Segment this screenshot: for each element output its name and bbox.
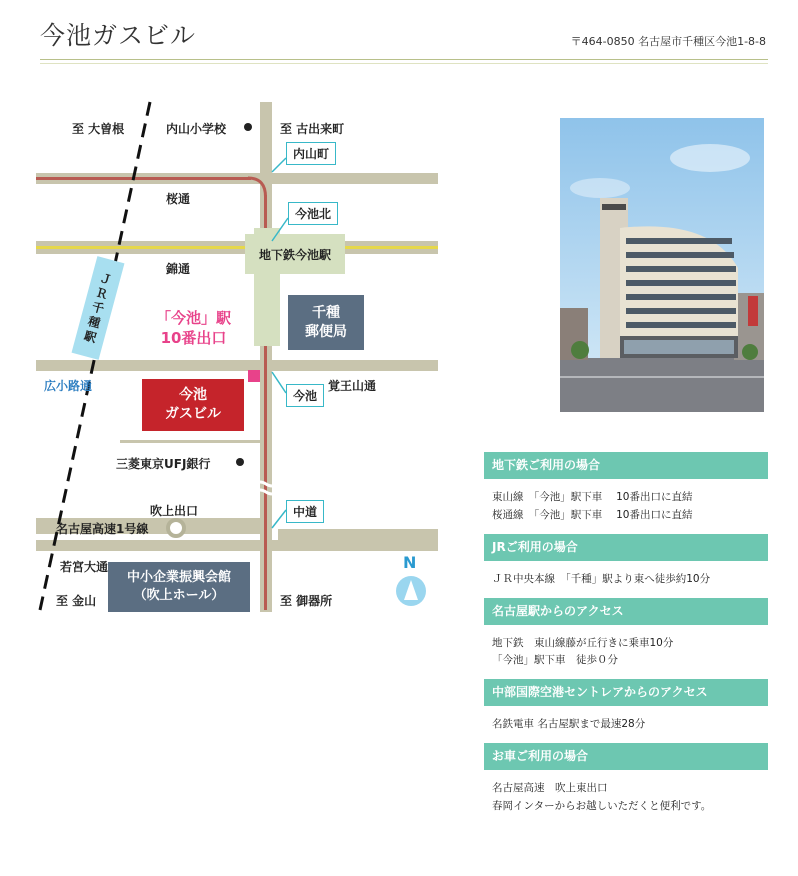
tag-imaike-kita: 今池北 <box>288 202 338 225</box>
access-heading: お車ご利用の場合 <box>484 743 768 770</box>
access-section-subway <box>484 452 768 534</box>
subway-imaike-station: 地下鉄今池駅 <box>245 234 345 274</box>
access-heading: 名古屋駅からのアクセス <box>484 598 768 625</box>
access-heading: 中部国際空港セントレアからのアクセス <box>484 679 768 706</box>
label-to-kanayama: 至 金山 <box>56 594 97 608</box>
access-line: 名鉄電車 名古屋駅まで最速28分 <box>492 718 646 731</box>
address: 〒464-0850 名古屋市千種区今池1-8-8 <box>570 35 766 48</box>
access-body <box>484 625 768 680</box>
access-body <box>484 561 768 598</box>
page-title: 今池ガスビル <box>40 21 197 50</box>
label-fukiage-exit: 吹上出口 <box>150 504 199 518</box>
tag-imaike: 今池 <box>286 384 324 407</box>
access-body <box>484 479 768 534</box>
access-section-jr <box>484 534 768 598</box>
access-section-car <box>484 743 768 825</box>
label-wakamiya: 若宮大通 <box>60 560 109 574</box>
exit-10-label: 「今池」駅 10番出口 <box>156 309 232 347</box>
access-map <box>0 0 480 640</box>
imaike-gas-building-marker: 今池 ガスビル <box>142 379 244 431</box>
fukiage-hall: 中小企業振興会館 （吹上ホール） <box>108 562 250 612</box>
access-heading: JRご利用の場合 <box>484 534 768 561</box>
chikusa-post-office: 千種 郵便局 <box>288 295 364 350</box>
tag-nakamichi: 中道 <box>286 500 324 523</box>
access-line: 「今池」駅下車 徒歩０分 <box>492 654 618 667</box>
label-sakuradori: 桜通 <box>166 192 191 206</box>
label-uchiyama-school: 内山小学校 <box>166 122 227 136</box>
access-info <box>484 452 768 825</box>
access-line: 桜通線 「今池」駅下車 10番出口に直結 <box>492 508 693 521</box>
label-to-ozone: 至 大曽根 <box>72 122 125 136</box>
label-nishikidori: 錦通 <box>166 262 191 276</box>
label-kakuozan: 覚王山通 <box>328 379 377 393</box>
label-hirokoji: 広小路通 <box>44 379 93 393</box>
access-body <box>484 706 768 743</box>
access-heading: 地下鉄ご利用の場合 <box>484 452 768 479</box>
label-mufg-bank: 三菱東京UFJ銀行 <box>116 457 211 471</box>
access-body <box>484 770 768 825</box>
building-photo <box>560 118 764 412</box>
access-section-nagoya-station <box>484 598 768 680</box>
tag-uchiyama-cho: 内山町 <box>286 142 336 165</box>
north-label: N <box>403 553 417 572</box>
jr-chikusa-station: Ｊ Ｒ 千 種 駅 <box>72 256 125 360</box>
access-line: 春岡インターからお越しいただくと便利です。 <box>492 799 712 812</box>
access-line: ＪＲ中央本線 「千種」駅より東へ徒歩約10分 <box>492 572 711 585</box>
north-arrow-pointer <box>404 580 418 600</box>
access-line: 東山線 「今池」駅下車 10番出口に直結 <box>492 491 693 503</box>
label-to-gokiso: 至 御器所 <box>280 594 333 608</box>
tag-connectors <box>0 0 480 640</box>
label-to-furudeki: 至 古出来町 <box>280 122 345 136</box>
access-line: 名古屋高速 吹上東出口 <box>492 782 608 795</box>
label-expressway: 名古屋高速1号線 <box>56 522 149 536</box>
access-line: 地下鉄 東山線藤が丘行きに乗車10分 <box>492 636 674 649</box>
access-section-centrair <box>484 679 768 743</box>
